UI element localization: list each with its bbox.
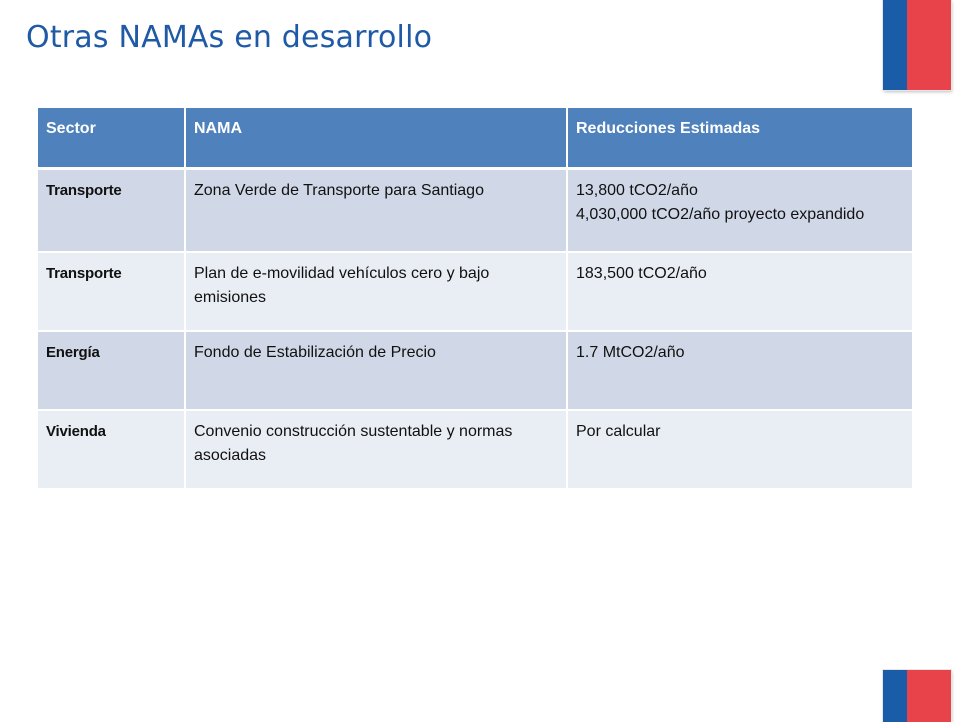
slide-title: Otras NAMAs en desarrollo bbox=[26, 20, 433, 55]
chile-flag-logo bbox=[883, 0, 951, 90]
table-row bbox=[38, 410, 912, 489]
table-row bbox=[38, 168, 912, 252]
cell-sector: Energía bbox=[38, 331, 185, 410]
cell-sector: Transporte bbox=[38, 168, 185, 252]
chile-flag-logo-footer bbox=[883, 670, 951, 722]
reduccion-line: 13,800 tCO2/año bbox=[576, 181, 698, 199]
cell-nama: Zona Verde de Transporte para Santiago bbox=[185, 168, 567, 252]
header-reducciones: Reducciones Estimadas bbox=[567, 108, 912, 168]
nama-table bbox=[38, 108, 912, 490]
cell-reducciones bbox=[567, 252, 912, 331]
cell-nama: Plan de e-movilidad vehículos cero y bajo emisiones bbox=[185, 252, 567, 331]
reduccion-line: 1.7 MtCO2/año bbox=[576, 344, 685, 361]
header-nama: NAMA bbox=[185, 108, 567, 168]
cell-sector: Transporte bbox=[38, 252, 185, 331]
flag-red-stripe bbox=[907, 0, 951, 90]
reduccion-line: 183,500 tCO2/año bbox=[576, 265, 707, 282]
flag-blue-stripe bbox=[883, 670, 907, 722]
nama-table-container bbox=[38, 108, 912, 490]
cell-reducciones bbox=[567, 410, 912, 489]
table-row bbox=[38, 331, 912, 410]
table-header-row bbox=[38, 108, 912, 168]
cell-nama: Fondo de Estabilización de Precio bbox=[185, 331, 567, 410]
reduccion-line: 4,030,000 tCO2/año proyecto expandido bbox=[576, 205, 865, 223]
cell-sector: Vivienda bbox=[38, 410, 185, 489]
header-sector: Sector bbox=[38, 108, 185, 168]
cell-reducciones bbox=[567, 168, 912, 252]
cell-nama: Convenio construcción sustentable y normas asociadas bbox=[185, 410, 567, 489]
reduccion-line: Por calcular bbox=[576, 423, 661, 440]
flag-red-stripe bbox=[907, 670, 951, 722]
table-row bbox=[38, 252, 912, 331]
flag-blue-stripe bbox=[883, 0, 907, 90]
cell-reducciones bbox=[567, 331, 912, 410]
